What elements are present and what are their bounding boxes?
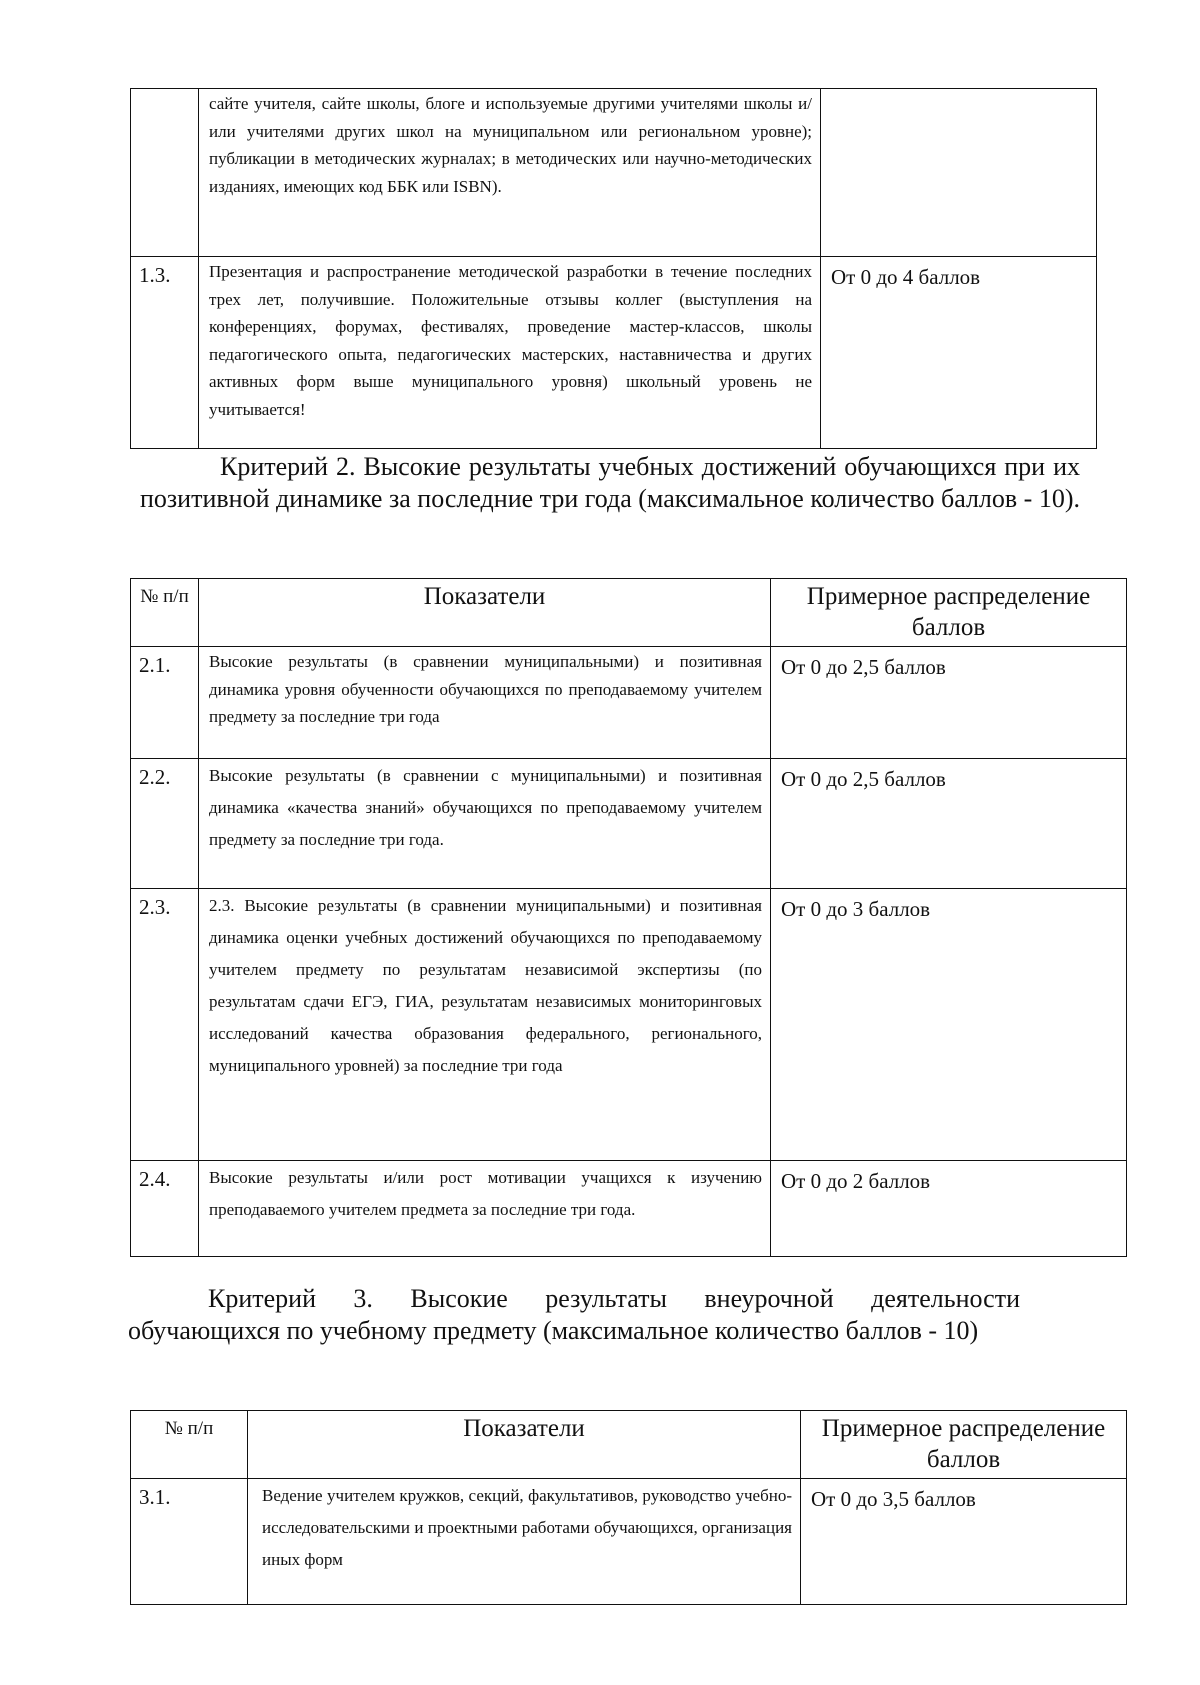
row-number: 2.3. xyxy=(131,889,199,1161)
header-indicators: Показатели xyxy=(248,1411,801,1479)
indicator-text: сайте учителя, сайте школы, блоге и используемые другими учителями школы и/или учителями других школ на муниципальном или региональном уровне); публикации в методических журналах; в методических или научно-методических изданиях, имеющих код ББК или ISBN). xyxy=(199,89,821,257)
criterion-3-heading xyxy=(128,1283,1020,1347)
points-range: От 0 до 4 баллов xyxy=(821,257,1097,449)
table-row xyxy=(131,1161,1127,1257)
table-row xyxy=(131,889,1127,1161)
indicator-text: Ведение учителем кружков, секций, факультативов, руководство учебно-исследовательскими и проектными работами обучающихся, организация иных форм xyxy=(248,1479,801,1605)
row-number: 1.3. xyxy=(131,257,199,449)
indicator-text: Высокие результаты (в сравнении с муниципальными) и позитивная динамика «качества знаний» обучающихся по преподаваемому учителем предмету за последние три года. xyxy=(199,759,771,889)
row-number: 2.2. xyxy=(131,759,199,889)
indicator-text: Высокие результаты и/или рост мотивации учащихся к изучению преподаваемого учителем предмета за последние три года. xyxy=(199,1161,771,1257)
criterion2-table xyxy=(130,578,1127,1257)
row-number: 3.1. xyxy=(131,1479,248,1605)
table-row xyxy=(131,257,1097,449)
header-number: № п/п xyxy=(131,579,199,647)
criterion-2-text: Критерий 2. Высокие результаты учебных достижений обучающихся при их позитивной динамике за последние три года (максимальное количество баллов - 10). xyxy=(140,452,1080,513)
criterion-3-text: Критерий 3. Высокие результаты внеурочной деятельности обучающихся по учебному предмету (максимальное количество баллов - 10) xyxy=(128,1284,1020,1345)
criterion3-table xyxy=(130,1410,1127,1605)
header-points: Примерное распределение баллов xyxy=(771,579,1127,647)
table-header-row xyxy=(131,579,1127,647)
table-row xyxy=(131,1479,1127,1605)
indicator-text: Презентация и распространение методической разработки в течение последних трех лет, получившие. Положительные отзывы коллег (выступления на конференциях, форумах, фестивалях, проведение мастер-классов, школы педагогического опыта, педагогических мастерских, наставничества и других активных форм выше муниципального уровня) школьный уровень не учитывается! xyxy=(199,257,821,449)
criterion1-table xyxy=(130,88,1097,449)
criterion-2-heading xyxy=(140,451,1080,515)
header-indicators: Показатели xyxy=(199,579,771,647)
table-row xyxy=(131,89,1097,257)
table-header-row xyxy=(131,1411,1127,1479)
points-range xyxy=(821,89,1097,257)
indicator-text: Высокие результаты (в сравнении муниципальными) и позитивная динамика уровня обученности обучающихся по преподаваемому учителем предмету за последние три года xyxy=(199,647,771,759)
row-number xyxy=(131,89,199,257)
points-range: От 0 до 2 баллов xyxy=(771,1161,1127,1257)
table-row xyxy=(131,647,1127,759)
indicator-text: 2.3. Высокие результаты (в сравнении муниципальными) и позитивная динамика оценки учебных достижений обучающихся по преподаваемому учителем предмету по результатам независимой экспертизы (по результатам сдачи ЕГЭ, ГИА, результатам независимых мониторинговых исследований качества образования федерального, регионального, муниципального уровней) за последние три года xyxy=(199,889,771,1161)
row-number: 2.1. xyxy=(131,647,199,759)
points-range: От 0 до 3,5 баллов xyxy=(801,1479,1127,1605)
row-number: 2.4. xyxy=(131,1161,199,1257)
header-points: Примерное распределение баллов xyxy=(801,1411,1127,1479)
header-number: № п/п xyxy=(131,1411,248,1479)
points-range: От 0 до 2,5 баллов xyxy=(771,759,1127,889)
points-range: От 0 до 3 баллов xyxy=(771,889,1127,1161)
points-range: От 0 до 2,5 баллов xyxy=(771,647,1127,759)
table-row xyxy=(131,759,1127,889)
